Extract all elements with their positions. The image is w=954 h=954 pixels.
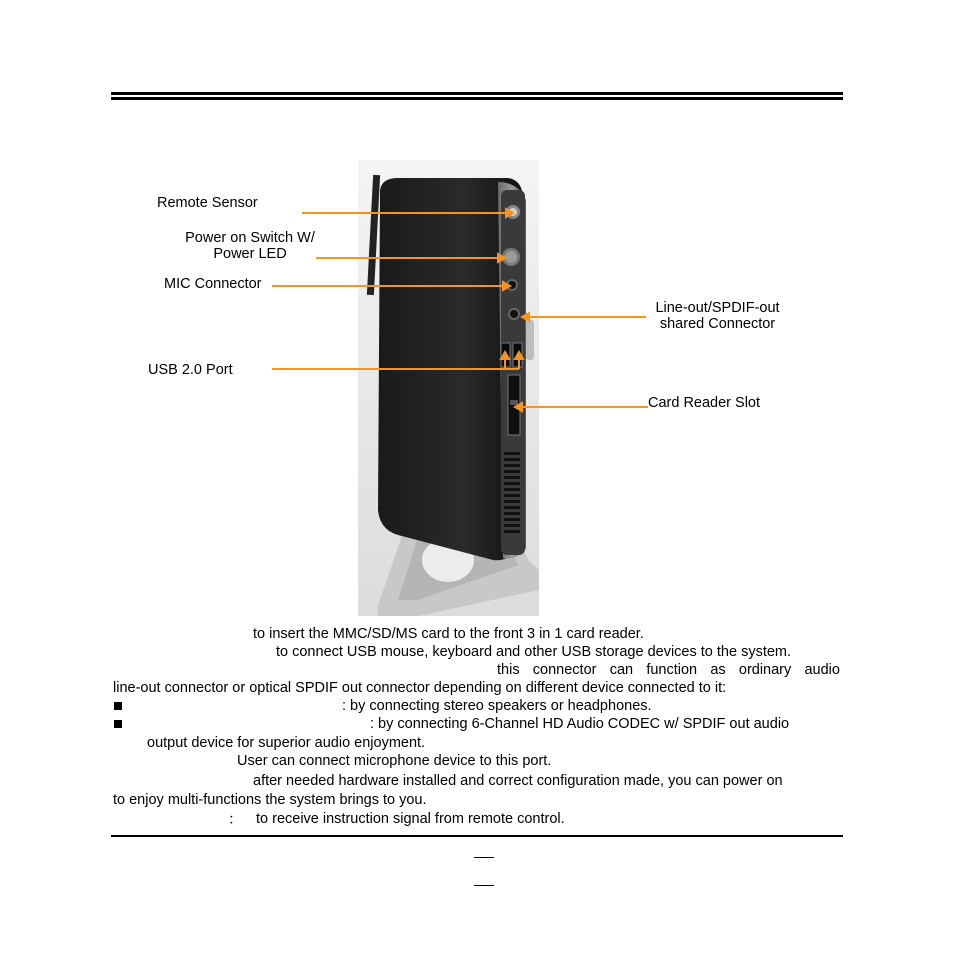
lineout-word: function [646,662,698,678]
callout-power-switch [160,230,340,262]
callout-usb-port: USB 2.0 Port [148,362,233,378]
lineout-description-line1 [497,662,840,679]
lineout-word: audio [804,662,840,678]
callout-remote-sensor: Remote Sensor [157,195,258,211]
leader-remote-sensor-arrow [506,209,513,217]
callout-power-switch-line1: Power on Switch W/ [185,230,315,246]
callout-power-switch-line2: Power LED [213,246,287,262]
remote-description: to receive instruction signal from remote control. [256,811,565,827]
usb-description: to connect USB mouse, keyboard and other USB storage devices to the system. [276,644,792,660]
power-description-line2: to enjoy multi-functions the system brings to you. [113,792,427,808]
mic-description: User can connect microphone device to this port. [237,753,552,769]
bullet2-text-line2: output device for superior audio enjoyment. [147,735,426,751]
callout-card-reader: Card Reader Slot [648,395,761,411]
leader-power-switch-arrow [498,254,505,262]
power-description-line1: after needed hardware installed and correct configuration made, you can power on [253,773,783,789]
lineout-word: ordinary [738,662,792,678]
remote-colon: ： [228,812,243,828]
lineout-word: this [497,662,520,678]
lineout-description-line2: line-out connector or optical SPDIF out connector depending on different device connected to it: [113,680,727,696]
leader-usb-arrow2 [515,352,523,359]
leader-mic-arrow [503,282,510,290]
lineout-word: as [710,662,726,678]
leader-usb-arrow1 [501,352,509,359]
leader-card-reader-arrow [515,403,522,411]
bullet1-text: : by connecting stereo speakers or headphones. [342,698,652,714]
square-bullet-icon [114,720,122,728]
callout-lineout [640,300,795,332]
footer-rule [111,835,843,837]
square-bullet-icon [114,702,122,710]
bullet2-text-line1: : by connecting 6-Channel HD Audio CODEC w/ SPDIF out audio [370,716,790,732]
callout-lineout-line1: Line-out/SPDIF-out [655,300,780,316]
callout-mic-connector: MIC Connector [164,276,262,292]
lineout-word: can [609,662,634,678]
page-marker-line [474,885,494,886]
leader-lineout-arrow [522,313,529,321]
lineout-word: connector [532,662,597,678]
callout-lineout-line2: shared Connector [659,316,776,332]
card-reader-description: to insert the MMC/SD/MS card to the front 3 in 1 card reader. [253,626,644,642]
page-marker-line [474,857,494,858]
